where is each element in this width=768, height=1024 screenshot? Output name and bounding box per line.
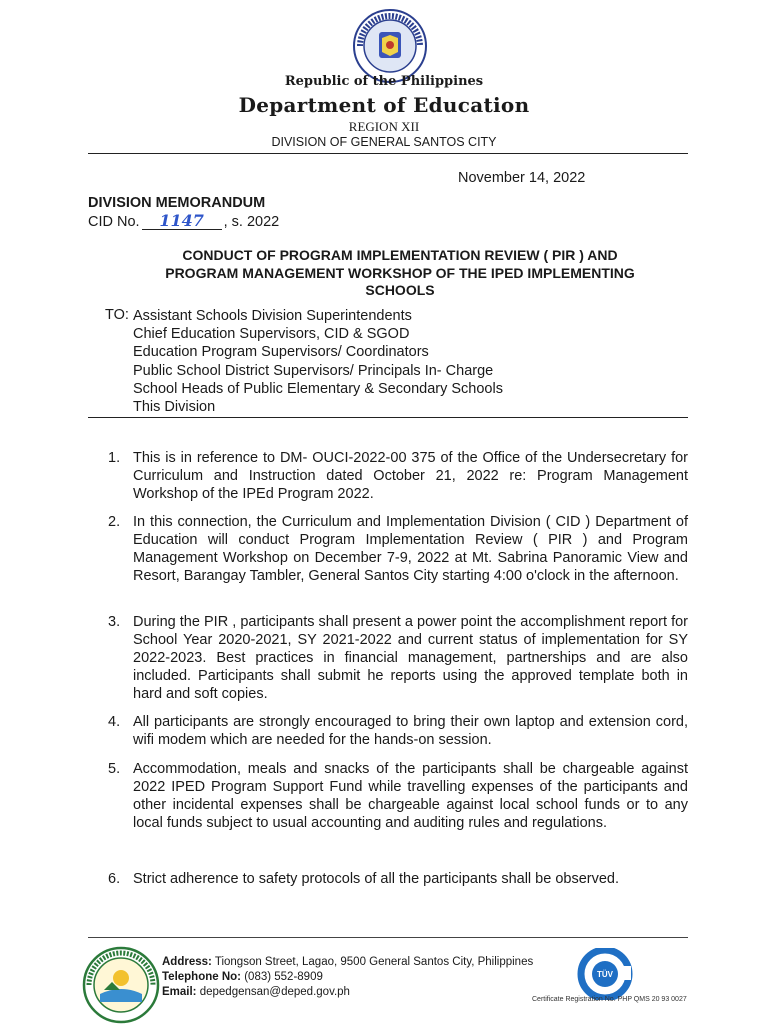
department-heading: Department of Education — [238, 93, 530, 117]
paragraph-number: 2. — [108, 514, 121, 530]
footer-phone — [162, 970, 533, 985]
region-label: REGION XII — [348, 119, 420, 134]
email-value: depedgensan@deped.gov.ph — [199, 986, 350, 998]
subject-line: CONDUCT OF PROGRAM IMPLEMENTATION REVIEW ( PIR ) AND — [182, 247, 618, 263]
recipient: Education Program Supervisors/ Coordinators — [133, 344, 429, 361]
recipient: School Heads of Public Elementary & Secondary Schools — [133, 380, 503, 397]
phone-value: (083) 552-8909 — [244, 971, 323, 983]
recipient: Public School District Supervisors/ Principals In- Charge — [133, 362, 494, 379]
paragraph-number: 4. — [108, 714, 121, 730]
memo-type: DIVISION MEMORANDUM — [88, 195, 266, 211]
paragraph-text: All participants are strongly encouraged to bring their own laptop and extension cord, wifi modem which are needed for the hands-on session. — [133, 714, 688, 748]
cid-suffix: , s. 2022 — [223, 214, 280, 230]
paragraph-text: In this connection, the Curriculum and Implementation Division ( CID ) Department of Education will conduct Program Implementation Review ( PIR ) and Program Management Workshop on December 7-9, 2022 at Mt. Sabrina Panoramic View and Resort, Barangay Tambler, General Santos City starting 4:00 o'clock in the afternoon. — [133, 514, 688, 584]
phone-label: Telephone No: — [162, 971, 242, 983]
cid-line — [88, 213, 279, 230]
address-label: Address: — [162, 956, 212, 968]
paragraph-3 — [108, 613, 688, 703]
division-seal-logo — [82, 946, 160, 1024]
memo-date: November 14, 2022 — [458, 170, 586, 186]
paragraph-number: 5. — [108, 761, 121, 777]
recipient-divider — [88, 417, 688, 418]
paragraph-5 — [108, 760, 688, 832]
paragraph-text: During the PIR , participants shall present a power point the accomplishment report for School Year 2020-2021, SY 2021-2022 and current status of implementation for SY 2022-2023. Best practices in financial management, partnerships and are also included. Participants shall submit he reports using the approved template both in hard and soft copies. — [133, 614, 688, 702]
paragraph-text: Strict adherence to safety protocols of all the participants shall be observed. — [133, 871, 620, 887]
recipient: Assistant Schools Division Superintendents — [133, 308, 412, 324]
cid-prefix: CID No. — [88, 214, 140, 230]
deped-seal-logo — [352, 8, 428, 84]
paragraph-text: This is in reference to DM- OUCI-2022-00 375 of the Office of the Undersecretary for Curriculum and Instruction dated October 21, 2022 re: Program Management Workshop of the IPEd Program 2022. — [133, 450, 688, 502]
certificate-registration: Certificate Registration No. PHP QMS 20 93 0027 — [532, 996, 687, 1003]
paragraph-6 — [108, 870, 688, 888]
to-label: TO: — [105, 307, 129, 323]
recipient-list — [133, 307, 503, 416]
footer-divider — [88, 937, 688, 938]
address-value: Tiongson Street, Lagao, 9500 General Santos City, Philippines — [214, 956, 534, 968]
paragraph-2 — [108, 513, 688, 585]
paragraph-4 — [108, 713, 688, 749]
paragraph-text: Accommodation, meals and snacks of the participants shall be chargeable against 2022 IPED Program Support Fund while travelling expenses of the participants and other incidental expenses shall be chargeable against local school funds or to any local funds subject to usual accounting and auditing rules and regulations. — [133, 761, 688, 831]
subject-line: SCHOOLS — [365, 282, 435, 298]
paragraph-1 — [108, 449, 688, 503]
division-label: DIVISION OF GENERAL SANTOS CITY — [271, 135, 497, 149]
cid-number: 1147 — [142, 213, 222, 230]
footer-address — [162, 955, 533, 970]
recipient: This Division — [133, 399, 216, 416]
republic-heading: Republic of the Philippines — [284, 74, 484, 89]
footer-contact — [162, 955, 533, 1000]
paragraph-number: 3. — [108, 614, 121, 630]
footer-email — [162, 985, 533, 1000]
memo-subject — [120, 247, 680, 300]
iso-certification-logo — [577, 948, 633, 1000]
paragraph-number: 6. — [108, 871, 121, 887]
subject-line: PROGRAM MANAGEMENT WORKSHOP OF THE IPED IMPLEMENTING — [165, 264, 635, 281]
paragraph-number: 1. — [108, 450, 121, 466]
recipient: Chief Education Supervisors, CID & SGOD — [133, 326, 410, 343]
email-label: Email: — [162, 986, 197, 998]
cert-logo-text: TÜV — [597, 970, 613, 979]
header-divider — [88, 153, 688, 154]
